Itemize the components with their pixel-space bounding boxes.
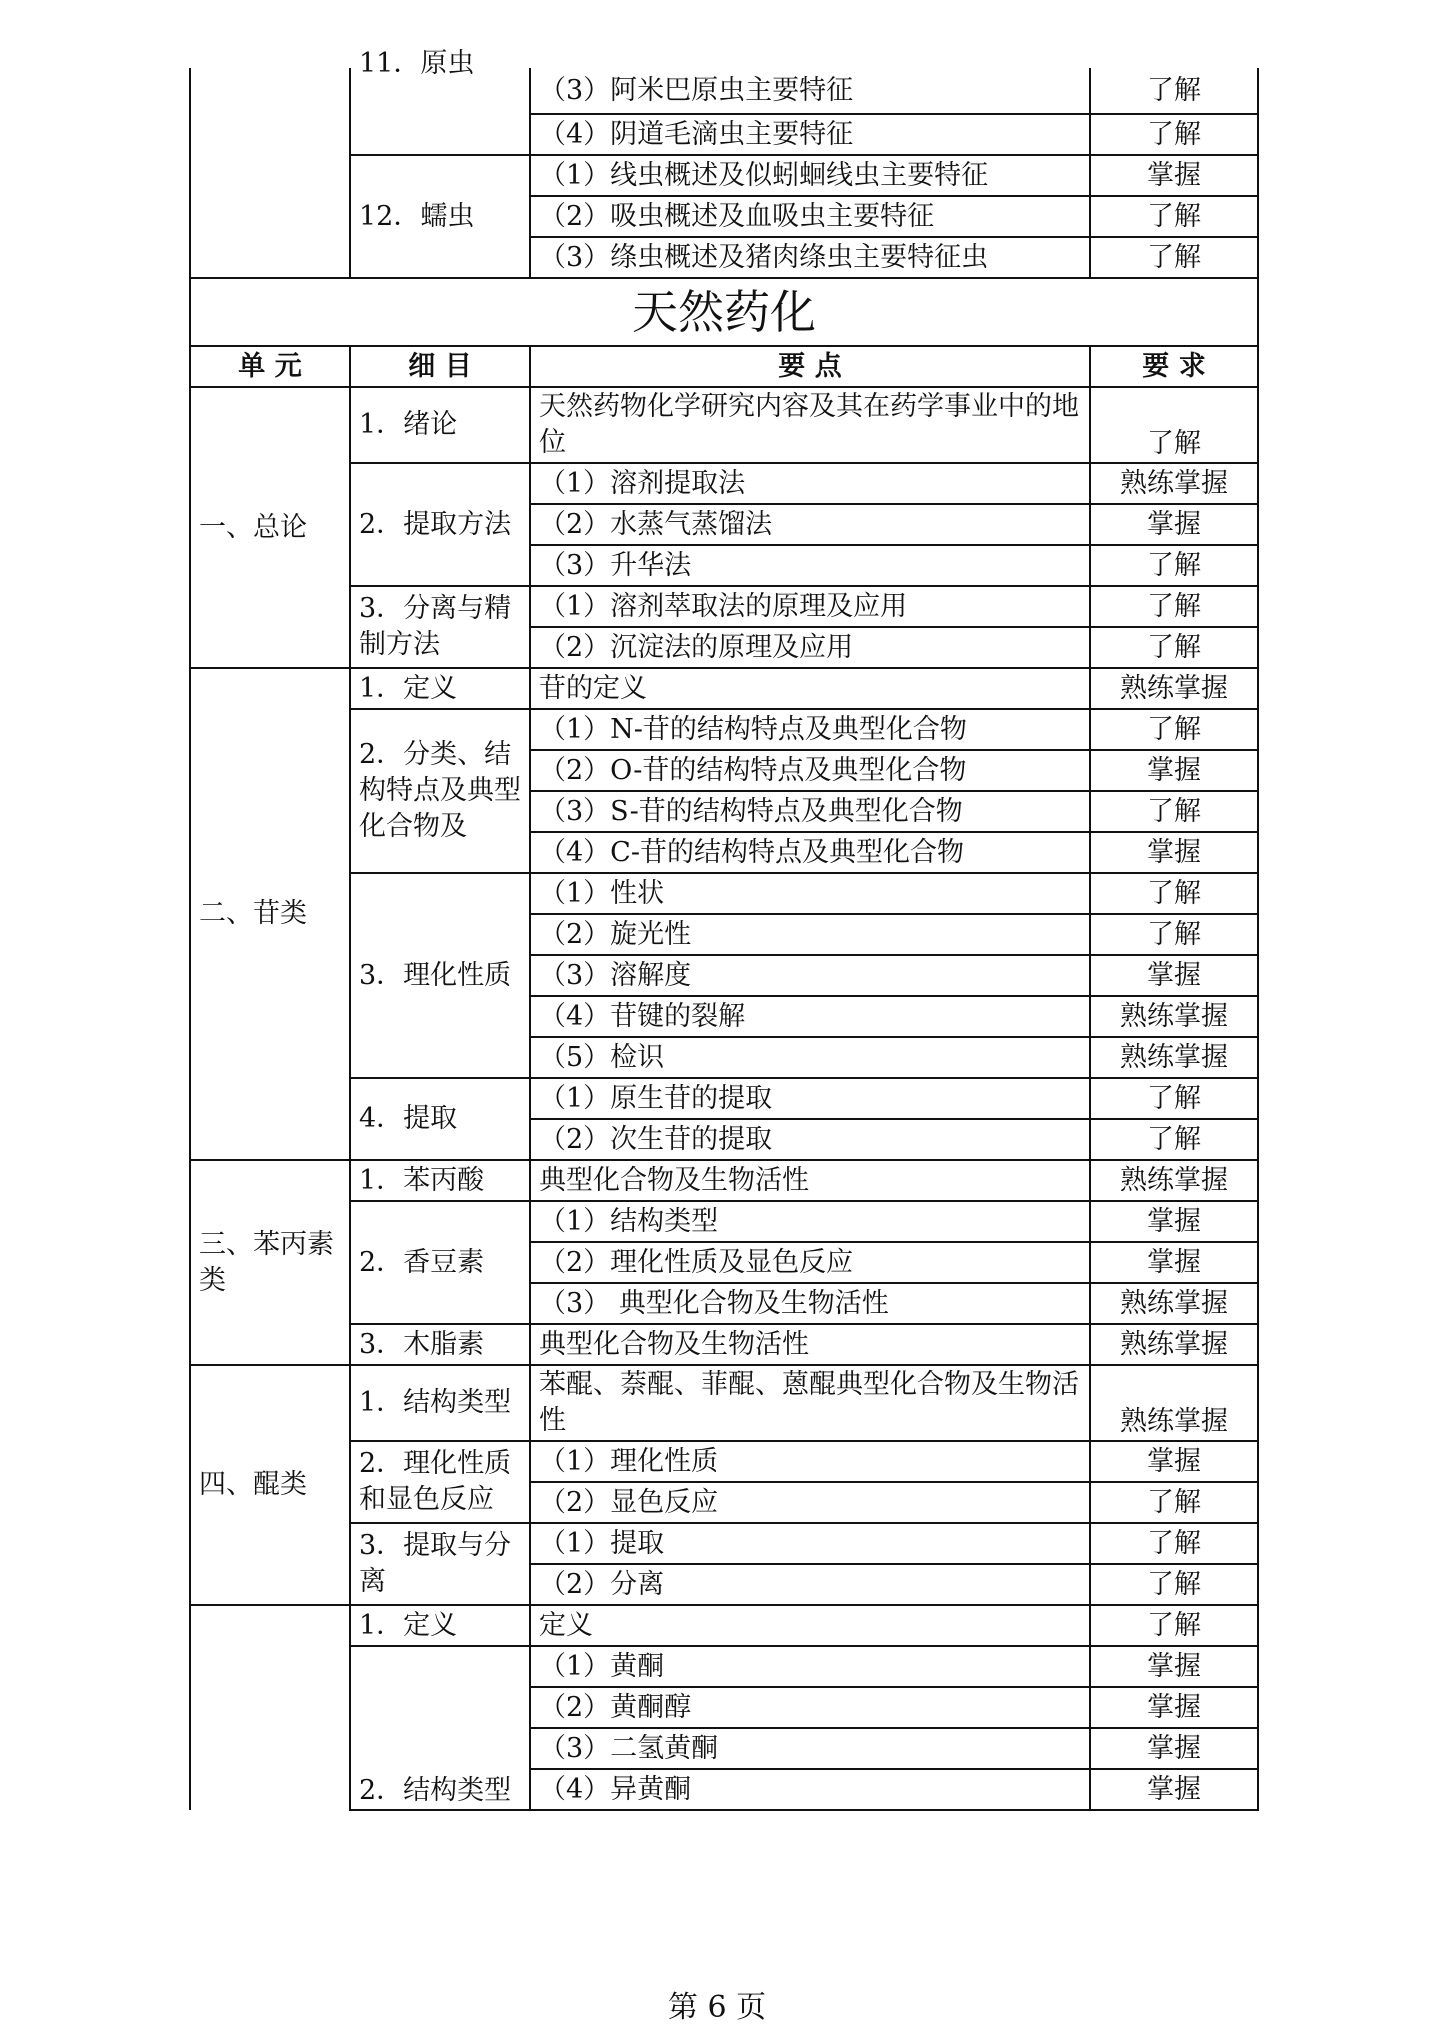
item-cell: 2．结构类型 [350,1646,530,1810]
point-cell: （3）阿米巴原虫主要特征 [530,68,1090,114]
table-row [190,1324,1258,1365]
point-cell: 苷的定义 [530,668,1090,709]
point-cell: （2）理化性质及显色反应 [530,1242,1090,1283]
requirement-cell: 掌握 [1090,1201,1258,1242]
unit-cell-empty [190,68,350,278]
requirement-cell: 掌握 [1090,832,1258,873]
table-row [190,1365,1258,1441]
requirement-cell: 熟练掌握 [1090,1160,1258,1201]
item-cell: 1．苯丙酸 [350,1160,530,1201]
item-cell: 3．木脂素 [350,1324,530,1365]
item-cell: 2．理化性质和显色反应 [350,1441,530,1523]
point-cell: （2）水蒸气蒸馏法 [530,504,1090,545]
requirement-cell: 了解 [1090,1482,1258,1523]
section-title-row [190,278,1258,346]
point-cell: （3）S-苷的结构特点及典型化合物 [530,791,1090,832]
header-requirement: 要 求 [1090,346,1258,387]
table-row [190,1646,1258,1687]
requirement-cell: 了解 [1090,586,1258,627]
point-cell: （3）升华法 [530,545,1090,586]
item-cell: 4．提取 [350,1078,530,1160]
requirement-cell: 掌握 [1090,1242,1258,1283]
table-row [190,1160,1258,1201]
table-row [190,1523,1258,1564]
requirement-cell: 了解 [1090,1564,1258,1605]
point-cell: 天然药物化学研究内容及其在药学事业中的地位 [530,387,1090,463]
item-cell: 2．香豆素 [350,1201,530,1324]
requirement-cell: 掌握 [1090,750,1258,791]
requirement-cell: 熟练掌握 [1090,1324,1258,1365]
requirement-cell: 了解 [1090,1523,1258,1564]
requirement-cell: 了解 [1090,545,1258,586]
syllabus-table [189,48,1259,1811]
table-row [190,68,1258,114]
unit-cell: 四、醌类 [190,1365,350,1605]
table-row [190,1441,1258,1482]
table-row [190,668,1258,709]
point-cell: （2）次生苷的提取 [530,1119,1090,1160]
requirement-cell: 熟练掌握 [1090,1283,1258,1324]
point-cell: （1）结构类型 [530,1201,1090,1242]
unit-cell: 三、苯丙素类 [190,1160,350,1365]
syllabus-page [189,48,1257,1811]
point-cell: 典型化合物及生物活性 [530,1324,1090,1365]
point-cell: （1）理化性质 [530,1441,1090,1482]
requirement-cell: 熟练掌握 [1090,668,1258,709]
point-cell: （1）N-苷的结构特点及典型化合物 [530,709,1090,750]
requirement-cell: 熟练掌握 [1090,463,1258,504]
requirement-cell: 熟练掌握 [1090,1365,1258,1441]
point-cell: （2）旋光性 [530,914,1090,955]
header-unit: 单 元 [190,346,350,387]
requirement-cell: 了解 [1090,1605,1258,1646]
table-row [190,1078,1258,1119]
item-cell: 2．提取方法 [350,463,530,586]
table-row [190,1201,1258,1242]
section-title: 天然药化 [190,278,1258,346]
point-cell: （2）黄酮醇 [530,1687,1090,1728]
point-cell: （3） 典型化合物及生物活性 [530,1283,1090,1324]
table-row [190,387,1258,463]
requirement-cell: 掌握 [1090,1687,1258,1728]
table-row [190,873,1258,914]
point-cell: （1）性状 [530,873,1090,914]
point-cell: （2）O-苷的结构特点及典型化合物 [530,750,1090,791]
point-cell: （2）显色反应 [530,1482,1090,1523]
item-cell: 1．定义 [350,1605,530,1646]
unit-cell: 一、总论 [190,387,350,668]
point-cell: （1）提取 [530,1523,1090,1564]
point-cell: 定义 [530,1605,1090,1646]
point-cell: （4）苷键的裂解 [530,996,1090,1037]
unit-cell: 二、苷类 [190,668,350,1160]
point-cell: （5）检识 [530,1037,1090,1078]
item-cell: 3．理化性质 [350,873,530,1078]
requirement-cell: 了解 [1090,114,1258,155]
requirement-cell: 了解 [1090,873,1258,914]
requirement-cell: 了解 [1090,627,1258,668]
point-cell: （1）线虫概述及似蚓蛔线虫主要特征 [530,155,1090,196]
point-cell: （3）绦虫概述及猪肉绦虫主要特征虫 [530,237,1090,278]
header-row [190,346,1258,387]
item-cell: 1．结构类型 [350,1365,530,1441]
point-cell: （4）C-苷的结构特点及典型化合物 [530,832,1090,873]
requirement-cell: 掌握 [1090,504,1258,545]
point-cell: 典型化合物及生物活性 [530,1160,1090,1201]
header-point: 要 点 [530,346,1090,387]
point-cell: （4）异黄酮 [530,1769,1090,1810]
requirement-cell: 熟练掌握 [1090,996,1258,1037]
requirement-cell: 了解 [1090,196,1258,237]
item-cell: 3．分离与精制方法 [350,586,530,668]
requirement-cell: 了解 [1090,387,1258,463]
requirement-cell: 了解 [1090,68,1258,114]
table-row [190,1605,1258,1646]
requirement-cell: 掌握 [1090,1769,1258,1810]
table-row [190,155,1258,196]
requirement-cell: 了解 [1090,791,1258,832]
point-cell: （4）阴道毛滴虫主要特征 [530,114,1090,155]
point-cell: （2）沉淀法的原理及应用 [530,627,1090,668]
point-cell: （1）溶剂提取法 [530,463,1090,504]
requirement-cell: 了解 [1090,1119,1258,1160]
requirement-cell: 了解 [1090,1078,1258,1119]
item-cell: 11．原虫 [350,68,530,155]
unit-cell-empty [190,1605,350,1810]
requirement-cell: 掌握 [1090,155,1258,196]
point-cell: （1）溶剂萃取法的原理及应用 [530,586,1090,627]
requirement-cell: 了解 [1090,709,1258,750]
requirement-cell: 掌握 [1090,1728,1258,1769]
requirement-cell: 掌握 [1090,1646,1258,1687]
requirement-cell: 掌握 [1090,1441,1258,1482]
requirement-cell: 熟练掌握 [1090,1037,1258,1078]
point-cell: （3）溶解度 [530,955,1090,996]
header-item: 细 目 [350,346,530,387]
item-cell: 1．定义 [350,668,530,709]
table-row [190,709,1258,750]
page-number: 第 6 页 [667,1990,767,2025]
item-cell: 3．提取与分离 [350,1523,530,1605]
point-cell: （2）分离 [530,1564,1090,1605]
point-cell: （3）二氢黄酮 [530,1728,1090,1769]
requirement-cell: 掌握 [1090,955,1258,996]
requirement-cell: 了解 [1090,914,1258,955]
point-cell: （2）吸虫概述及血吸虫主要特征 [530,196,1090,237]
point-cell: 苯醌、萘醌、菲醌、蒽醌典型化合物及生物活性 [530,1365,1090,1441]
table-row [190,586,1258,627]
point-cell: （1）黄酮 [530,1646,1090,1687]
table-row [190,463,1258,504]
item-cell: 1．绪论 [350,387,530,463]
requirement-cell: 了解 [1090,237,1258,278]
point-cell: （1）原生苷的提取 [530,1078,1090,1119]
item-cell: 2．分类、结构特点及典型化合物及 [350,709,530,873]
item-cell: 12．蠕虫 [350,155,530,278]
